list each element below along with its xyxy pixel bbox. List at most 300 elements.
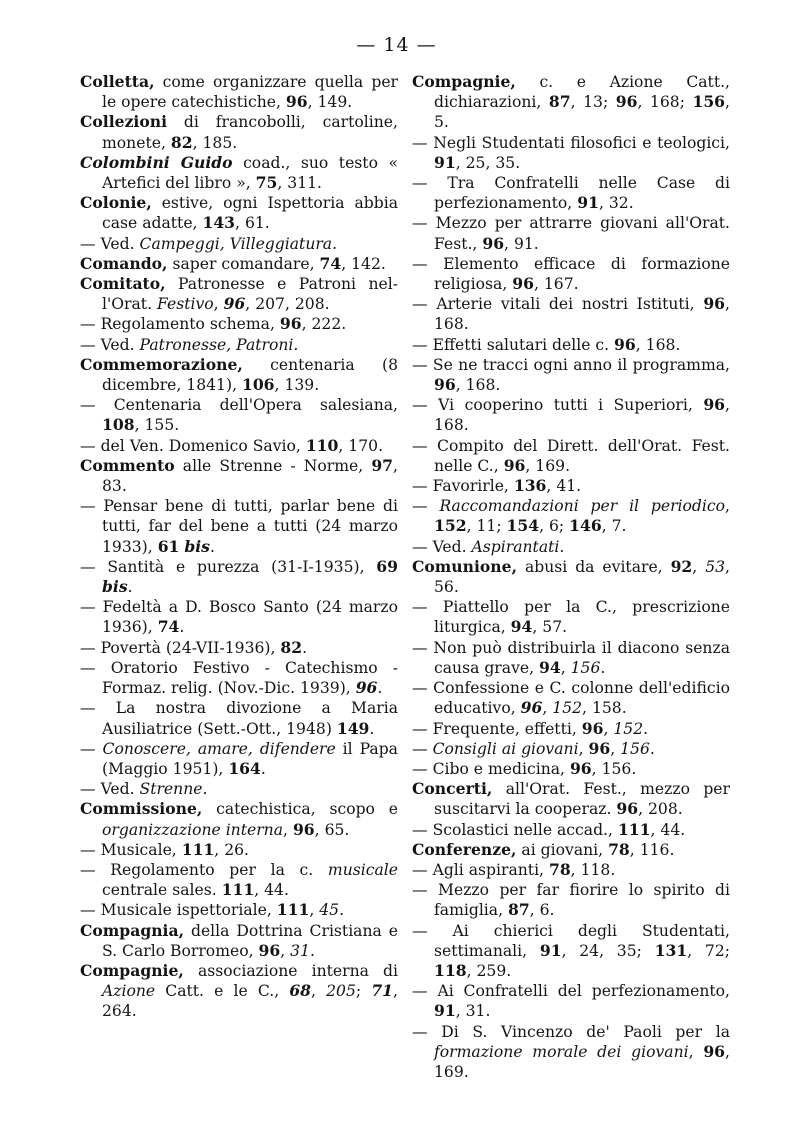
index-entry [80, 638, 398, 658]
entry-text: 96 [703, 294, 726, 314]
entry-text: Centenaria dell'Opera salesiana, [113, 396, 398, 415]
entry-text: 146 [569, 516, 602, 536]
entry-text: 96 [512, 274, 534, 294]
entry-heading: Commemorazione, [80, 354, 243, 374]
entry-text: . [302, 638, 308, 657]
entry-text: . [369, 719, 375, 738]
entry-text: Favorirle, [432, 477, 514, 496]
entry-text: Scolastici nelle accad., [432, 820, 618, 839]
entry-text: 97 [371, 455, 394, 475]
entry-text: Strenne. [139, 780, 208, 799]
entry-text: . [649, 739, 655, 758]
entry-text: 82 [280, 637, 303, 657]
entry-text: , 208. [638, 800, 683, 819]
entry-text: , [542, 699, 553, 718]
entry-text: 96 [223, 294, 246, 314]
entry-text: 164 [228, 758, 261, 778]
entry-text: 91 [539, 940, 562, 960]
entry-text: , [610, 739, 621, 758]
entry-text: 111 [617, 819, 651, 839]
index-entry [412, 921, 730, 982]
entry-dash: — [80, 497, 104, 516]
entry-text: il Papa (Maggio 1951), [102, 739, 398, 778]
entry-text: c. e Azione Catt., dichiarazioni, [434, 73, 730, 112]
index-entry [80, 496, 398, 557]
index-entry [412, 335, 730, 355]
entry-text: Santità e purezza (31-I-1935), [107, 557, 377, 576]
entry-text: 111 [181, 839, 215, 859]
entry-text: Effetti salutari delle c. [432, 335, 615, 354]
entry-text: Confessione e C. colonne dell'edificio educativo, [433, 679, 730, 718]
entry-dash: — [412, 335, 433, 354]
index-entry [412, 133, 730, 173]
index-entry [80, 456, 398, 496]
entry-text: alle Strenne - Norme, [174, 456, 372, 475]
index-entry [412, 597, 730, 637]
entry-text: 96 [569, 758, 592, 778]
entry-text: Musicale ispettoriale, [100, 901, 277, 920]
entry-text: 136 [513, 476, 547, 496]
entry-text: 131 [654, 940, 688, 960]
entry-dash: — [412, 820, 433, 839]
entry-text: 91 [577, 193, 599, 213]
entry-text: Campeggi, Villeggiatura. [139, 234, 338, 253]
entry-text: 96 [292, 819, 315, 839]
entry-text: Ved. [100, 780, 140, 799]
entry-text: bis [184, 536, 210, 556]
index-entry [412, 557, 730, 597]
entry-dash: — [412, 477, 433, 496]
entry-text: . [600, 658, 606, 677]
entry-text: 156 [620, 739, 650, 758]
entry-text: , 222. [301, 315, 347, 334]
entry-text: Patronesse, Patroni. [139, 335, 299, 354]
entry-text: Pensar bene di tutti, parlar bene di tutti, far del bene a tutti (24 marzo 1933), [102, 497, 398, 556]
entry-text: , [283, 820, 293, 839]
index-entry [80, 112, 398, 152]
entry-dash: — [80, 638, 101, 657]
index-entry [412, 355, 730, 395]
entry-text: , 149. [307, 93, 353, 112]
entry-dash: — [80, 780, 101, 799]
entry-text: saper comandare, [167, 254, 320, 273]
entry-dash: — [80, 699, 116, 718]
entry-text: Raccomandazioni per il periodico [439, 497, 726, 516]
entry-text: , 57. [532, 618, 568, 637]
entry-text: , 168. [434, 396, 730, 435]
entry-text: Vi cooperino tutti i Superiori, [438, 396, 704, 415]
entry-text: , 72; [687, 941, 730, 960]
entry-dash: — [412, 982, 438, 1001]
entry-text: Piattello per la C., prescrizione liturgica, [434, 598, 730, 637]
entry-text: , 207, 208. [245, 295, 330, 314]
index-entry [80, 395, 398, 435]
index-entry [412, 1022, 730, 1083]
right-column [412, 72, 730, 1082]
entry-text: . [260, 759, 266, 778]
entry-text: estive, ogni Ispettoria abbia case adatte, [102, 194, 398, 233]
entry-text: , 311. [277, 174, 322, 193]
entry-text: , [213, 295, 224, 314]
entry-dash: — [80, 396, 114, 415]
entry-text: 111 [221, 880, 255, 900]
entry-text: , 13; [570, 93, 616, 112]
index-entry [80, 314, 398, 334]
entry-text: . [179, 618, 185, 637]
entry-text: 111 [276, 900, 310, 920]
entry-text: Mezzo per far fiorire lo spirito di famiglia, [434, 881, 730, 920]
entry-text: , 44. [254, 881, 289, 900]
entry-heading: Conferenze, [412, 839, 517, 859]
entry-text: del Ven. Domenico Savio, [100, 436, 306, 455]
entry-text: , 168. [635, 335, 681, 354]
entry-text: coad., suo testo « Artefici del libro », [102, 153, 398, 193]
entry-text: 94 [510, 617, 533, 637]
entry-heading: Colonie, [80, 193, 152, 213]
index-entry [80, 436, 398, 456]
entry-heading: Compagnie, [412, 72, 516, 91]
entry-text: 82 [170, 132, 193, 152]
entry-text: , 142. [341, 254, 386, 273]
entry-text: , 26. [214, 840, 250, 859]
entry-text: , 116. [629, 840, 675, 859]
entry-text: Aspirantati. [471, 537, 565, 556]
entry-text: , 168; [637, 93, 693, 112]
entry-text: 75 [255, 173, 278, 193]
entry-dash: — [80, 436, 101, 455]
index-entry [412, 840, 730, 860]
index-entry [80, 274, 398, 314]
entry-text: , 156. [591, 759, 637, 778]
entry-text: Conoscere, amare, difendere [102, 739, 336, 758]
entry-text: 154 [506, 516, 540, 536]
entry-text: Se ne tracci ogni anno il programma, [432, 355, 730, 374]
entry-text: Musicale, [100, 840, 182, 859]
entry-text: , 83. [102, 456, 398, 496]
entry-text: formazione morale dei giovani [434, 1042, 689, 1061]
index-entry [412, 779, 730, 819]
entry-text: 152 [613, 719, 644, 738]
index-entry [412, 638, 730, 678]
index-entry [412, 678, 730, 718]
entry-text: 96 [581, 718, 604, 738]
entry-text: , [560, 658, 571, 677]
entry-dash: — [80, 901, 101, 920]
entry-text: 96 [703, 1041, 726, 1061]
entry-dash: — [80, 840, 101, 859]
entry-text: , 155. [134, 416, 180, 435]
index-entry [80, 193, 398, 233]
index-entry [412, 254, 730, 294]
entry-text: , 259. [466, 961, 512, 980]
entry-text: Tra Confratelli nelle Case di perfezionamento, [434, 174, 730, 213]
entry-text: Negli Studentati filosofici e teologici, [433, 133, 730, 152]
index-entry [80, 799, 398, 839]
left-column [80, 72, 398, 1022]
index-entry [80, 840, 398, 860]
entry-text: 78 [608, 839, 630, 859]
entry-text: . [643, 719, 649, 738]
entry-text: . [209, 537, 215, 556]
entry-text: 96 [279, 314, 302, 334]
index-entry [80, 658, 398, 698]
entry-text: 96 [615, 92, 638, 112]
index-entry [412, 719, 730, 739]
index-entry [80, 557, 398, 597]
entry-text: della Dottrina Cristiana e S. Carlo Borromeo, [102, 921, 398, 960]
entry-text: , [280, 941, 291, 960]
entry-dash: — [412, 133, 434, 152]
entry-text: Azione [102, 982, 156, 1001]
entry-text: Ai Confratelli del perfezionamento, [437, 982, 730, 1001]
entry-text: , 185. [192, 133, 238, 152]
entry-text: , 169. [434, 1042, 730, 1081]
entry-text: Festivo [157, 295, 214, 314]
entry-text: , 11; [466, 517, 507, 536]
entry-text: come organizzare quella per le opere catechistiche, [102, 73, 398, 112]
entry-text: Mezzo per attrarre giovani all'Orat. Fest., [434, 214, 730, 253]
entry-text: 205 [326, 982, 356, 1001]
entry-text: 118 [434, 960, 467, 980]
entry-heading: Commento [80, 455, 175, 475]
entry-heading: Comunione, [412, 556, 517, 576]
entry-text: 68 [289, 981, 312, 1001]
entry-dash: — [412, 295, 437, 314]
entry-heading: Compagnie, [80, 960, 184, 980]
index-entry [80, 153, 398, 193]
entry-text: , 5. [434, 93, 731, 132]
entry-text: 87 [508, 900, 530, 920]
entry-text: Arterie vitali dei nostri Istituti, [436, 295, 704, 314]
index-entry [80, 921, 398, 961]
entry-heading: Comitato, [80, 274, 166, 294]
entry-text: , [688, 1042, 704, 1061]
entry-text: 69 [376, 556, 398, 576]
index-entry [412, 739, 730, 759]
index-entry [412, 537, 730, 557]
entry-text: centrale sales. [102, 881, 222, 900]
entry-dash: — [412, 396, 439, 415]
index-entry [80, 961, 398, 1022]
entry-text: , 31. [455, 1002, 491, 1021]
entry-dash: — [80, 860, 111, 879]
entry-text: , 44. [650, 820, 686, 839]
entry-dash: — [412, 719, 433, 738]
entry-text: ai giovani, [516, 840, 609, 859]
index-entry [412, 981, 730, 1021]
entry-heading: Commissione, [80, 799, 203, 819]
entry-text: , 24, 35; [561, 941, 655, 960]
entry-dash: — [412, 174, 448, 193]
index-entry [80, 335, 398, 355]
entry-text: 156 [570, 658, 601, 677]
entry-text: di francobolli, cartoline, monete, [102, 113, 398, 152]
index-entry [80, 72, 398, 112]
entry-text: , [692, 557, 706, 576]
entry-heading: Collezioni [80, 112, 168, 132]
entry-text: , 32. [598, 194, 634, 213]
entry-text: . [127, 578, 133, 597]
entry-text: 96 [503, 455, 526, 475]
entry-heading: Concerti, [412, 779, 493, 799]
entry-text: centenaria (8 dicembre, 1841), [102, 355, 398, 395]
entry-text: 87 [548, 92, 571, 112]
page-number: — 14 — [356, 34, 437, 56]
entry-text: 96 [258, 940, 281, 960]
entry-text: , 91. [504, 234, 539, 253]
entry-text: 94 [539, 657, 561, 677]
entry-text: musicale [327, 860, 398, 879]
entry-text: , 41. [546, 477, 582, 496]
entry-text: Patronesse e Patroni nel-l'Orat. [102, 275, 398, 314]
entry-dash: — [412, 497, 440, 516]
entry-dash: — [412, 881, 439, 900]
index-entry [80, 355, 398, 395]
entry-text: 96 [520, 698, 543, 718]
entry-text: 96 [703, 395, 726, 415]
entry-dash: — [412, 638, 434, 657]
entry-dash: — [80, 598, 103, 617]
entry-text: , 25, 35. [455, 153, 521, 172]
index-entry [80, 739, 398, 779]
entry-text: Non può distribuirla il diacono senza causa grave, [433, 638, 730, 677]
entry-text: , 158. [582, 699, 627, 718]
entry-text: , 65. [314, 820, 350, 839]
entry-text: Di S. Vincenzo de' Paoli per la [441, 1022, 730, 1041]
index-entry [412, 72, 730, 133]
entry-text: 110 [305, 435, 339, 455]
entry-text: 96 [616, 799, 639, 819]
entry-dash: — [80, 315, 101, 334]
entry-text: Fedeltà a D. Bosco Santo (24 marzo 1936), [102, 598, 398, 637]
entry-heading: Compagnia, [80, 920, 185, 940]
entry-text: Regolamento per la c. [110, 860, 328, 879]
entry-heading: Comando, [80, 253, 168, 273]
entry-text: , 61. [235, 214, 270, 233]
entry-text: , [309, 901, 320, 920]
entry-text: catechistica, scopo e [202, 800, 398, 819]
entry-heading: Colletta, [80, 72, 155, 91]
entry-text: Compito del Dirett. dell'Orat. Fest. nelle C., [434, 436, 730, 475]
index-entry [412, 173, 730, 213]
entry-text: 74 [157, 617, 180, 637]
entry-text: associazione interna di [183, 961, 398, 980]
entry-dash: — [412, 759, 433, 778]
entry-text: 91 [434, 152, 456, 172]
entry-text: . [377, 679, 383, 698]
entry-text: 96 [482, 233, 505, 253]
entry-text: , 167. [533, 275, 579, 294]
entry-dash: — [412, 537, 433, 556]
entry-text: , [578, 739, 589, 758]
entry-text: 92 [670, 556, 693, 576]
entry-text: 149 [336, 718, 370, 738]
entry-text: , 6. [529, 901, 555, 920]
entry-text: Ai chierici degli Studentati, settimanali, [434, 921, 730, 960]
entry-text: , 118. [570, 860, 616, 879]
entry-text: 74 [319, 253, 342, 273]
entry-text: 152 [434, 516, 467, 536]
entry-text: 31. [290, 941, 315, 960]
index-entry [80, 597, 398, 637]
entry-text: , 170. [338, 436, 384, 455]
entry-text: Elemento efficace di formazione religiosa, [434, 254, 730, 294]
entry-text: , [725, 497, 730, 516]
entry-text: 108 [102, 415, 135, 435]
entry-text: 96 [588, 738, 611, 758]
entry-text: Consigli ai giovani [432, 739, 579, 758]
entry-text: Agli aspiranti, [432, 860, 549, 879]
entry-text: , [311, 982, 327, 1001]
entry-text: Frequente, effetti, [432, 719, 582, 738]
entry-text: , 169. [525, 456, 571, 475]
entry-text: , 168. [434, 295, 730, 334]
entry-text: 78 [548, 859, 571, 879]
entry-dash: — [412, 1022, 442, 1041]
entry-dash: — [80, 335, 101, 354]
index-entry [80, 698, 398, 738]
index-entry [412, 436, 730, 476]
entry-text: , 7. [601, 517, 627, 536]
index-entry [412, 880, 730, 920]
index-entry [80, 900, 398, 920]
entry-text: 156 [692, 92, 726, 112]
index-entry [412, 496, 730, 536]
entry-text: Ved. [100, 335, 140, 354]
entry-text: abusi da evitare, [517, 557, 671, 576]
entry-text: 152 [552, 699, 583, 718]
index-entry [412, 860, 730, 880]
entry-text: , 139. [274, 376, 320, 395]
entry-text: , 6; [539, 517, 570, 536]
entry-text: 96 [434, 375, 456, 395]
entry-dash: — [412, 739, 433, 758]
entry-text: 96 [285, 92, 308, 112]
entry-dash: — [412, 355, 433, 374]
entry-text: 96 [355, 678, 378, 698]
entry-text: all'Orat. Fest., mezzo per suscitarvi la cooperaz. [434, 780, 730, 819]
entry-text: Cibo e medicina, [432, 759, 570, 778]
entry-dash: — [412, 214, 436, 233]
index-entry [412, 294, 730, 334]
entry-heading: Colombini Guido [80, 152, 233, 172]
entry-dash: — [412, 860, 433, 879]
entry-text: Oratorio Festivo - Catechismo - Formaz. relig. (Nov.-Dic. 1939), [102, 658, 398, 698]
index-entry [412, 820, 730, 840]
index-entry [412, 759, 730, 779]
entry-text: 96 [614, 334, 636, 354]
entry-text: 106 [241, 375, 275, 395]
entry-text: La nostra divozione a Maria Ausiliatrice (Sett.-Ott., 1948) [102, 699, 398, 738]
index-entry [80, 860, 398, 900]
entry-dash: — [412, 254, 444, 273]
index-entry [80, 254, 398, 274]
index-entry [412, 395, 730, 435]
entry-text: Ved. [432, 537, 472, 556]
entry-dash: — [412, 436, 438, 455]
entry-text: 53 [705, 557, 726, 576]
entry-dash: — [80, 658, 111, 677]
index-entry [412, 476, 730, 496]
index-entry [412, 213, 730, 253]
entry-text: 61 [157, 536, 180, 556]
entry-dash: — [80, 739, 103, 758]
entry-text: Catt. e le C., [155, 982, 290, 1001]
entry-dash: — [412, 598, 443, 617]
entry-text: , 168. [455, 376, 501, 395]
entry-dash: — [80, 234, 101, 253]
entry-text: , [603, 719, 614, 738]
